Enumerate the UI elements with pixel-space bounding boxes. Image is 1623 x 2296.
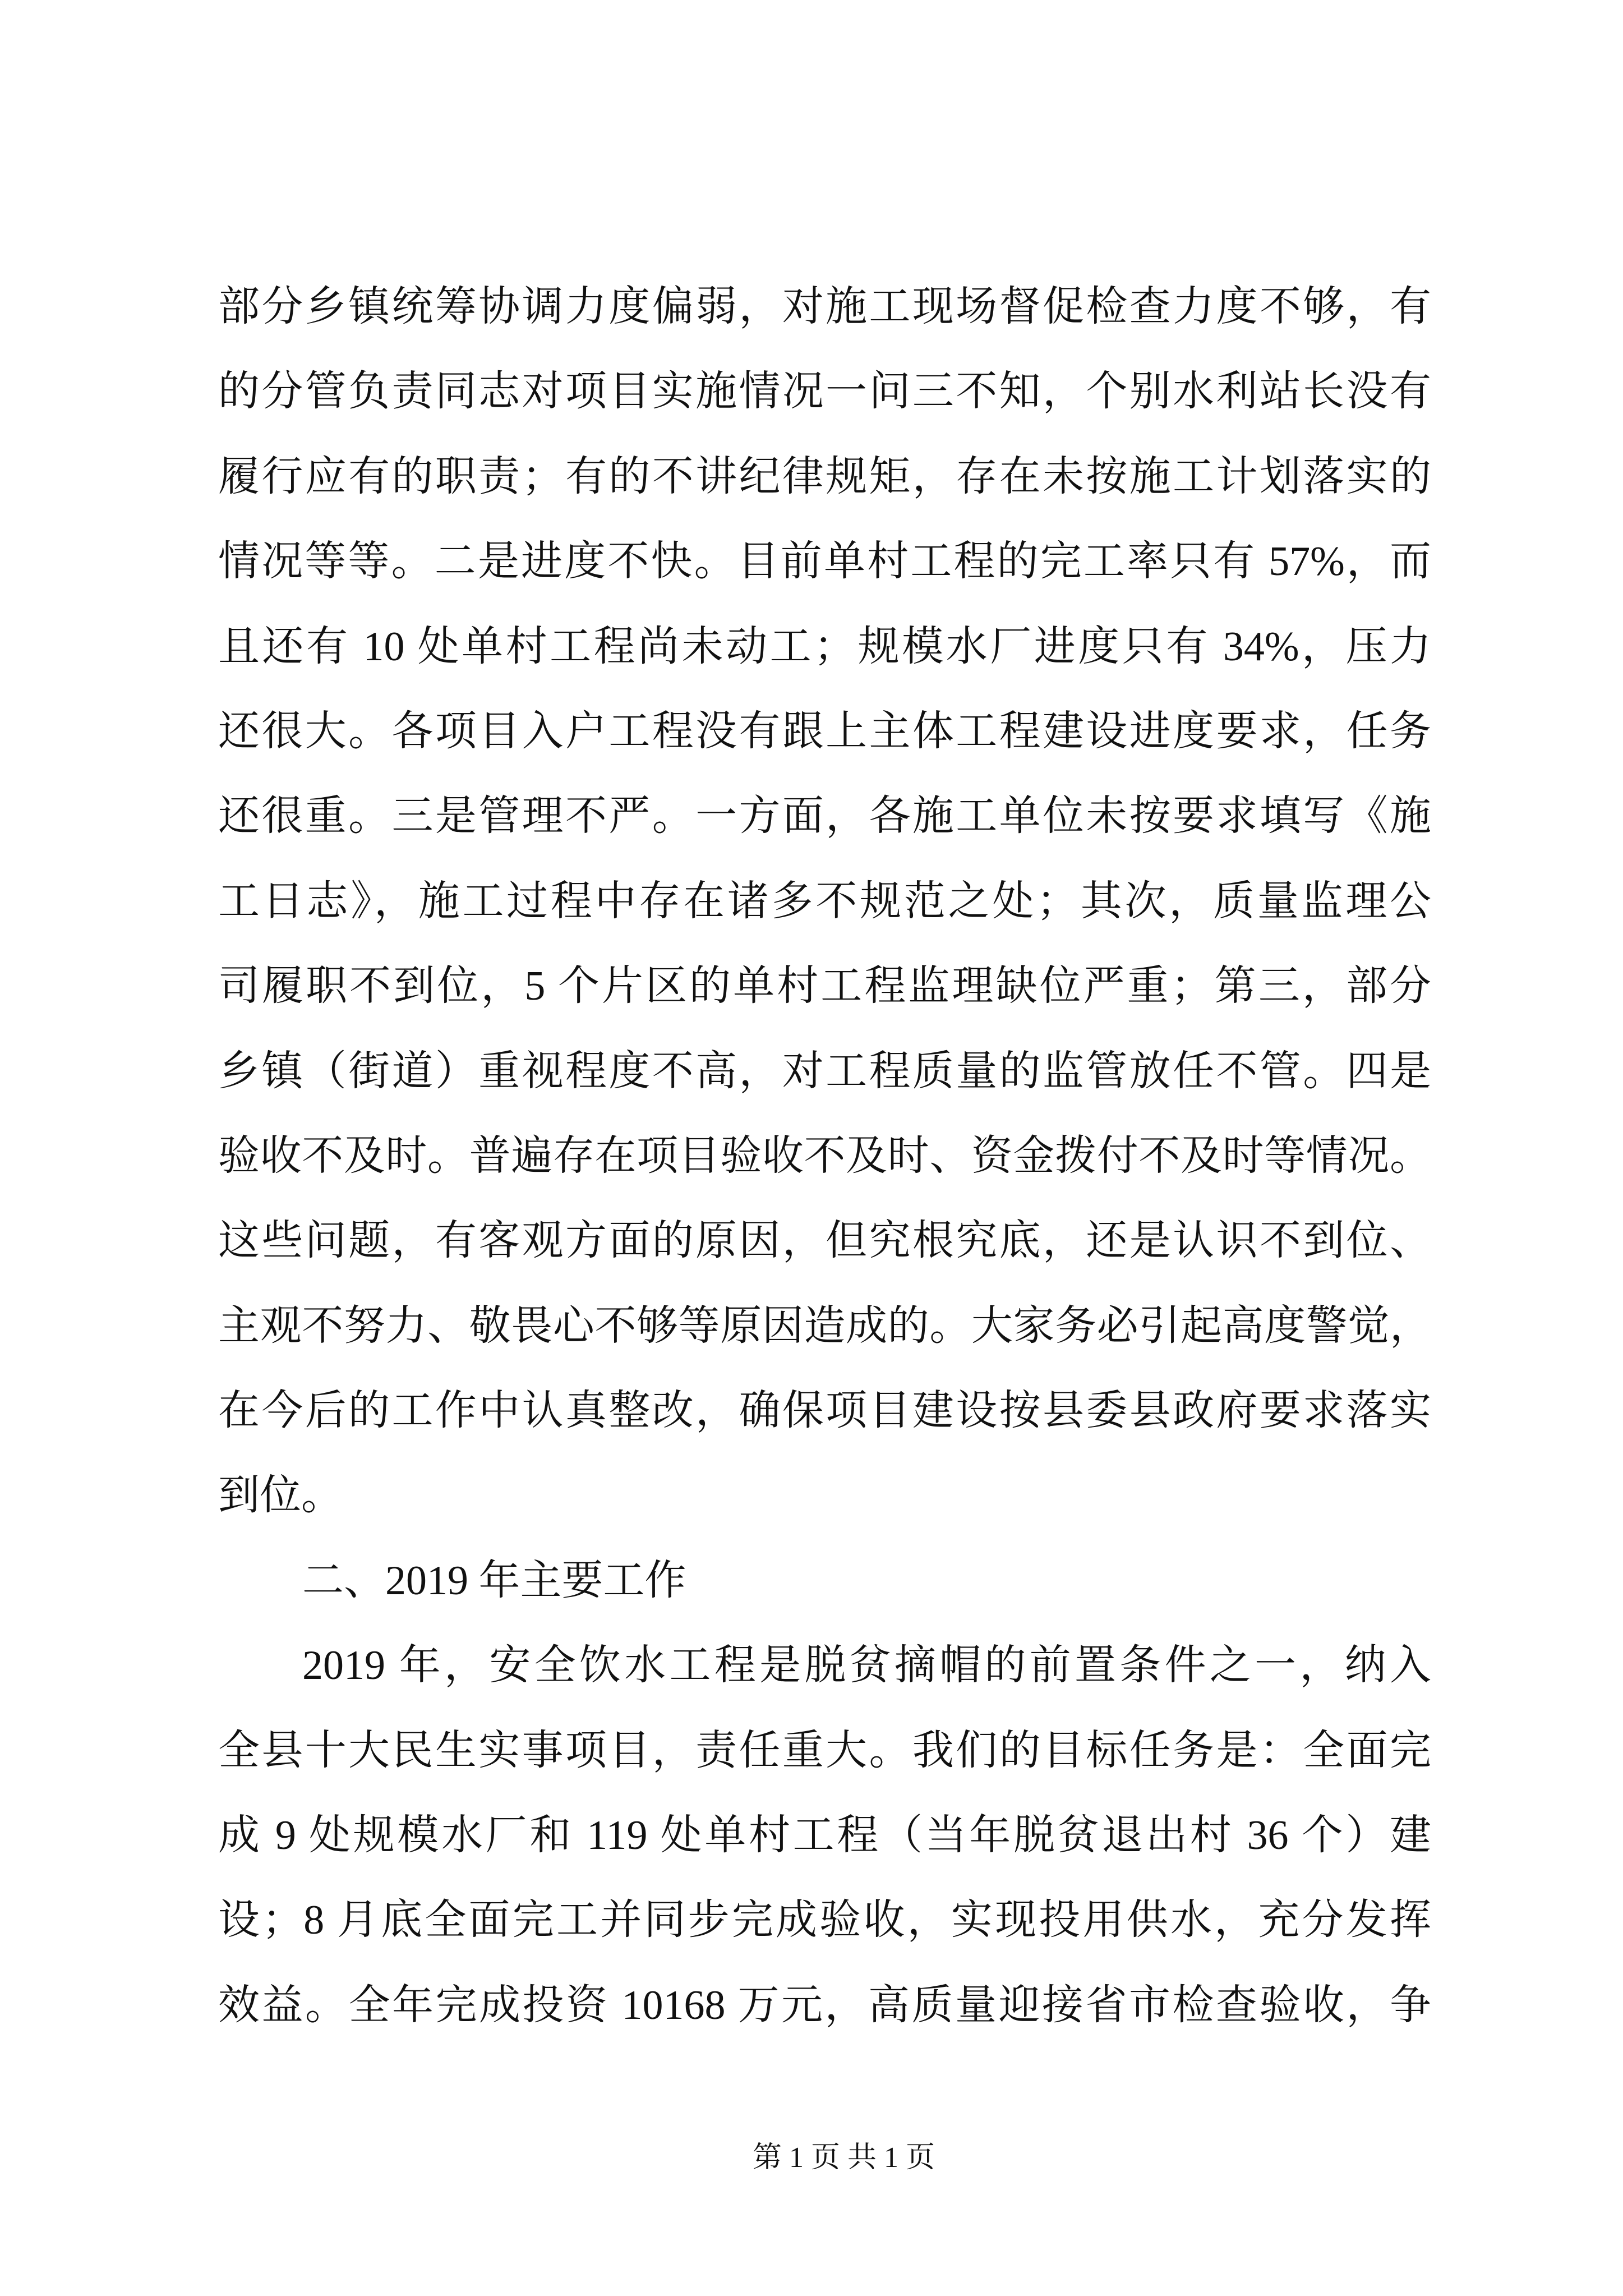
body-line: 效益。全年完成投资 10168 万元，高质量迎接省市检查验收，争: [218, 1982, 1431, 2028]
body-line: 全县十大民生实事项目，责任重大。我们的目标任务是：全面完: [218, 1727, 1431, 1774]
body-line: 在今后的工作中认真整改，确保项目建设按县委县政府要求落实: [218, 1388, 1431, 1434]
body-line: 还很大。各项目入户工程没有跟上主体工程建设进度要求，任务: [218, 708, 1431, 754]
body-line: 2019 年，安全饮水工程是脱贫摘帽的前置条件之一，纳入: [302, 1642, 1431, 1689]
body-line: 主观不努力、敬畏心不够等原因造成的。大家务必引起高度警觉，: [218, 1303, 1431, 1349]
page-footer: 第 1 页 共 1 页: [753, 2142, 935, 2174]
body-line: 还很重。三是管理不严。一方面，各施工单位未按要求填写《施: [218, 793, 1431, 840]
body-line: 乡镇（街道）重视程度不高，对工程质量的监管放任不管。四是: [218, 1048, 1431, 1094]
section-heading: 二、2019 年主要工作: [302, 1557, 686, 1604]
body-line: 的分管负责同志对项目实施情况一问三不知，个别水利站长没有: [218, 369, 1431, 415]
body-line: 履行应有的职责；有的不讲纪律规矩，存在未按施工计划落实的: [218, 453, 1431, 500]
body-line: 司履职不到位，5 个片区的单村工程监理缺位严重；第三，部分: [218, 963, 1431, 1010]
body-line: 成 9 处规模水厂和 119 处单村工程（当年脱贫退出村 36 个）建: [218, 1812, 1431, 1859]
body-line: 验收不及时。普遍存在项目验收不及时、资金拨付不及时等情况。: [218, 1133, 1431, 1179]
body-line: 设；8 月底全面完工并同步完成验收，实现投用供水，充分发挥: [218, 1897, 1431, 1944]
body-line: 情况等等。二是进度不快。目前单村工程的完工率只有 57%，而: [218, 539, 1431, 585]
body-line: 部分乡镇统筹协调力度偏弱，对施工现场督促检查力度不够，有: [218, 284, 1431, 330]
body-line: 且还有 10 处单村工程尚未动工；规模水厂进度只有 34%，压力: [218, 623, 1431, 670]
document-body: [218, 265, 1431, 2048]
body-line: 到位。: [218, 1473, 343, 1519]
body-line: 这些问题，有客观方面的原因，但究根究底，还是认识不到位、: [218, 1218, 1431, 1264]
body-line: 工日志》，施工过程中存在诸多不规范之处；其次，质量监理公: [218, 878, 1431, 924]
